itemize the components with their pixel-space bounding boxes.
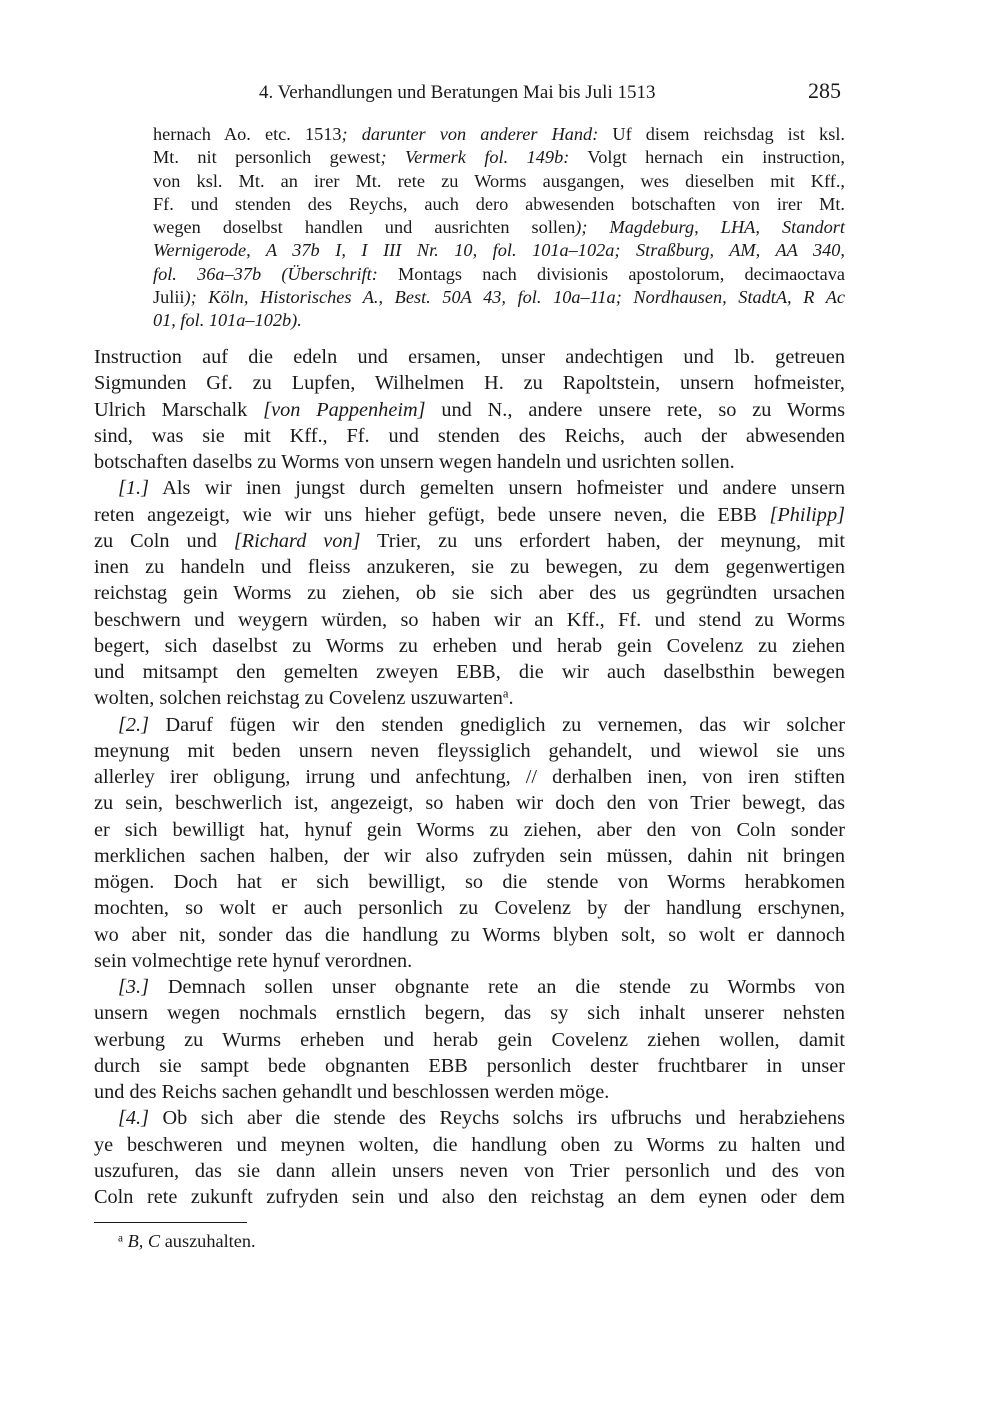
text-line bbox=[94, 633, 845, 659]
text-segment: Coln rete zukunft zufryden sein und also den reichstag an dem eynen oder dem bbox=[94, 1186, 845, 1208]
text-line bbox=[153, 239, 845, 262]
text-segment: Volgt hernach ein instruction, bbox=[569, 147, 845, 168]
text-segment: ye beschweren und meynen wolten, die handlung oben zu Worms zu halten und bbox=[94, 1133, 845, 1156]
text-segment: uszufuren, das sie dann allein unsers neven von Trier personlich und des von bbox=[94, 1159, 845, 1182]
text-segment: wolten, solchen reichstag zu Covelenz uszuwarten bbox=[94, 687, 503, 710]
text-segment: Daruf fügen wir den stenden gnediglich zu vernemen, das wir solcher bbox=[149, 713, 845, 736]
text-line bbox=[94, 843, 845, 869]
text-line bbox=[153, 193, 845, 216]
text-line bbox=[94, 659, 845, 685]
text-segment: von ksl. Mt. an irer Mt. rete zu Worms ausgangen, wes dieselben mit Kff., bbox=[153, 170, 845, 191]
text-line bbox=[94, 370, 845, 396]
footnote-text: auszuhalten. bbox=[160, 1231, 256, 1251]
text-segment: mögen. Doch hat er sich bewilligt, so die stende von Worms herabkomen bbox=[94, 871, 845, 893]
text-segment: [3.] bbox=[118, 976, 149, 998]
text-segment: Mt. nit personlich gewest bbox=[153, 147, 381, 168]
text-line bbox=[94, 423, 845, 449]
text-line bbox=[94, 738, 845, 764]
text-line bbox=[94, 1105, 845, 1131]
text-segment: botschaften daselbs zu Worms von unsern wegen handeln und usrichten sollen. bbox=[94, 451, 735, 473]
text-segment: Ob sich aber die stende des Reychs solchs irs ufbruchs und herabziehens bbox=[149, 1107, 845, 1130]
text-line bbox=[94, 1184, 845, 1210]
text-line bbox=[94, 712, 845, 738]
text-line bbox=[94, 607, 845, 633]
text-line bbox=[94, 1158, 845, 1184]
text-line bbox=[94, 869, 845, 895]
text-segment: Ulrich Marschalk bbox=[94, 398, 264, 421]
text-segment: meynung mit beden unsern neven fleyssiglich gehandelt, und wiewol sie uns bbox=[94, 739, 845, 762]
text-segment: wegen doselbst handlen und ausrichten sollen bbox=[153, 217, 576, 238]
text-line bbox=[94, 502, 845, 528]
footnote-a bbox=[118, 1229, 256, 1253]
text-segment: Instruction auf die edeln und ersamen, unser andechtigen und lb. getreuen bbox=[94, 346, 845, 368]
text-segment: wo aber nit, sonder das die handlung zu Worms blyben solt, so wolt er dannoch bbox=[94, 923, 845, 946]
footnote-rule bbox=[94, 1222, 247, 1223]
text-segment: Wernigerode, A 37b I, I III Nr. 10, fol. 101a–102a; Straßburg, AM, AA 340, bbox=[153, 240, 845, 261]
text-segment: mochten, so wolt er auch personlich zu Covelenz by der handlung erschynen, bbox=[94, 897, 845, 920]
text-line bbox=[153, 170, 845, 193]
text-segment: hernach Ao. etc. 1513 bbox=[153, 124, 342, 144]
text-segment: Uf disem reichsdag ist ksl. bbox=[598, 124, 845, 144]
text-line bbox=[94, 344, 845, 370]
text-segment: ); Köln, Historisches A., Best. 50A 43, fol. 10a–11a; Nordhausen, StadtA, R Ac bbox=[184, 287, 845, 308]
text-segment: er sich bewilligt hat, hynuf gein Worms zu ziehen, aber den von Coln sonder bbox=[94, 818, 845, 841]
text-segment: [2.] bbox=[118, 713, 149, 736]
text-segment: [4.] bbox=[118, 1107, 149, 1130]
text-segment: [Richard von] bbox=[233, 529, 361, 552]
running-head: 4. Verhandlungen und Beratungen Mai bis Juli 1513 bbox=[259, 82, 656, 103]
text-segment: und des Reichs sachen gehandlt und beschlossen werden möge. bbox=[94, 1081, 610, 1103]
text-line bbox=[94, 1000, 845, 1026]
text-segment: Montags nach divisionis apostolorum, decimaoctava bbox=[377, 263, 846, 284]
text-line bbox=[94, 1079, 845, 1105]
footnote-marker: a bbox=[118, 1232, 124, 1245]
text-segment: werbung zu Wurms erheben und herab gein Covelenz ziehen wollen, damit bbox=[94, 1028, 845, 1051]
text-segment: ; darunter von anderer Hand: bbox=[341, 124, 599, 144]
text-segment: zu Coln und bbox=[94, 529, 234, 552]
text-segment: inen zu handeln und fleiss anzukeren, sie zu bewegen, zu dem gegenwertigen bbox=[94, 556, 845, 578]
text-line bbox=[94, 397, 845, 423]
text-line bbox=[94, 764, 845, 790]
text-segment: [1.] bbox=[118, 477, 149, 500]
text-line bbox=[94, 895, 845, 921]
text-segment: beschwern und weygern würden, so haben wir an Kff., Ff. und stend zu Worms bbox=[94, 608, 845, 631]
text-line bbox=[94, 475, 845, 501]
text-line bbox=[94, 528, 845, 554]
text-line bbox=[94, 817, 845, 843]
text-segment: ); Magdeburg, LHA, Standort bbox=[575, 217, 845, 238]
text-line bbox=[94, 790, 845, 816]
text-line bbox=[153, 123, 845, 146]
text-segment: . bbox=[508, 687, 514, 710]
text-segment: und mitsampt den gemelten zweyen EBB, die wir auch daselbsthin bewegen bbox=[94, 661, 845, 683]
text-line bbox=[94, 1132, 845, 1158]
text-line bbox=[94, 1027, 845, 1053]
text-line bbox=[94, 449, 845, 475]
text-segment: fol. 36a–37b (Überschrift: bbox=[153, 263, 378, 284]
text-segment: [von Pappenheim] bbox=[263, 398, 426, 421]
text-segment: Sigmunden Gf. zu Lupfen, Wilhelmen H. zu Rapoltstein, unsern hofmeister, bbox=[94, 372, 845, 395]
text-segment: Als wir inen jungst durch gemelten unsern hofmeister und andere unsern bbox=[149, 477, 845, 500]
text-line bbox=[94, 948, 845, 974]
text-segment: 01, fol. 101a–102b). bbox=[153, 310, 302, 331]
text-line bbox=[153, 286, 845, 309]
text-segment: sein volmechtige rete hynuf verordnen. bbox=[94, 949, 413, 972]
text-segment: ; Vermerk fol. 149b: bbox=[380, 147, 570, 168]
footnote-ref: a bbox=[502, 686, 509, 701]
text-line bbox=[94, 922, 845, 948]
source-note bbox=[153, 123, 845, 333]
text-line bbox=[94, 685, 845, 711]
text-segment: reichstag gein Worms zu ziehen, ob sie sich aber des us gegründten ursachen bbox=[94, 582, 845, 605]
text-line bbox=[94, 974, 845, 1000]
text-segment: Demnach sollen unser obgnante rete an die stende zu Wormbs von bbox=[149, 976, 845, 998]
text-line bbox=[94, 554, 845, 580]
page-number: 285 bbox=[808, 78, 841, 103]
text-segment: Trier, zu uns erfordert haben, der meynung, mit bbox=[360, 529, 846, 552]
text-line bbox=[153, 263, 845, 286]
text-line bbox=[94, 580, 845, 606]
text-segment: Julii bbox=[153, 287, 185, 308]
text-segment: und N., andere unsere rete, so zu Worms bbox=[425, 398, 846, 421]
main-text bbox=[94, 344, 845, 1210]
text-segment: unsern wegen nochmals ernstlich begern, das sy sich inhalt unserer nehsten bbox=[94, 1002, 845, 1025]
text-line bbox=[153, 146, 845, 169]
text-segment: [Philipp] bbox=[769, 503, 845, 526]
text-segment: sind, was sie mit Kff., Ff. und stenden des Reichs, auch der abwesenden bbox=[94, 424, 845, 447]
text-segment: merklichen sachen halben, der wir also zufryden sein müssen, dahin nit bringen bbox=[94, 844, 845, 867]
text-segment: Ff. und stenden des Reychs, auch dero abwesenden botschaften von irer Mt. bbox=[153, 193, 845, 214]
text-segment: allerley irer obligung, irrung und anfechtung, // derhalben inen, von iren stiften bbox=[94, 766, 845, 788]
text-segment: begert, sich daselbst zu Worms zu erheben und herab gein Covelenz zu ziehen bbox=[94, 634, 845, 657]
text-segment: durch sie sampt bede obgnanten EBB personlich dester fruchtbarer in unser bbox=[94, 1054, 845, 1077]
text-line bbox=[153, 309, 845, 332]
footnote-witnesses: B, C bbox=[127, 1231, 161, 1251]
text-line bbox=[153, 216, 845, 239]
text-segment: reten angezeigt, wie wir uns hieher gefügt, bede unsere neven, die EBB bbox=[94, 503, 770, 526]
text-line bbox=[94, 1053, 845, 1079]
text-segment: zu sein, beschwerlich ist, angezeigt, so haben wir doch den von Trier bewegt, das bbox=[94, 792, 845, 815]
